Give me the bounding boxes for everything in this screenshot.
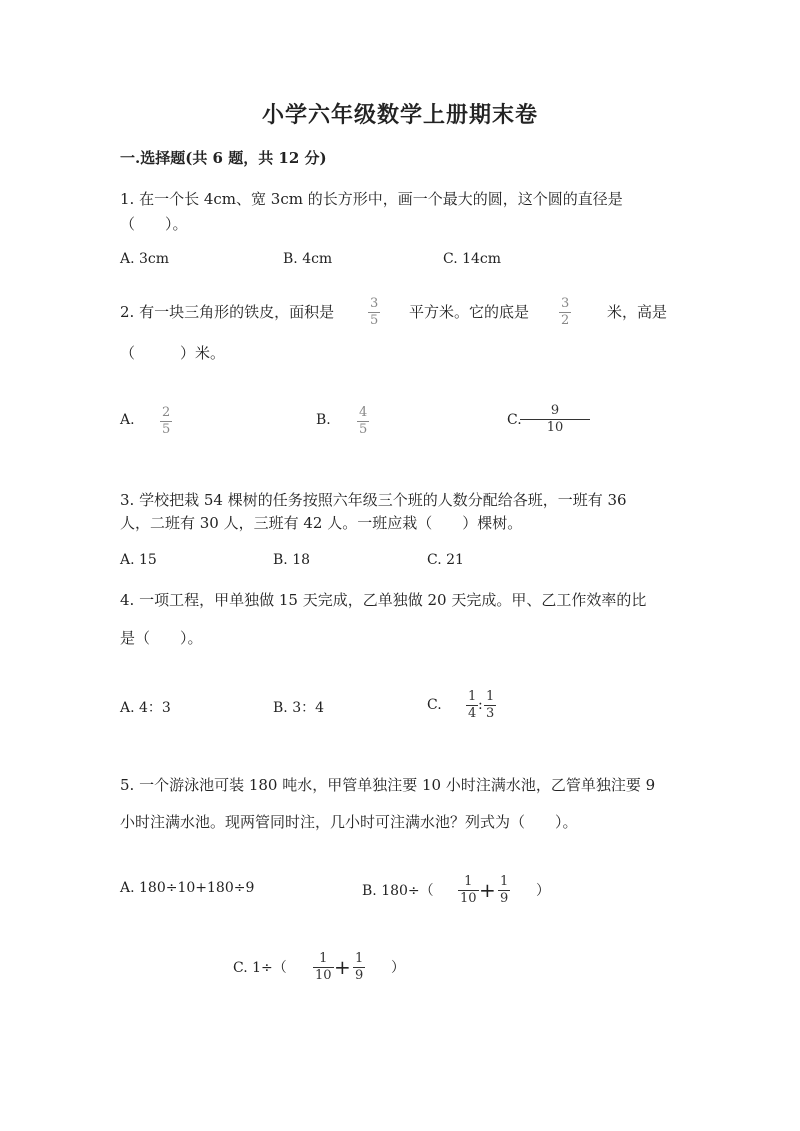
fraction-denominator: 5 [162,422,171,437]
question-2-mid: 平方米。它的底是 [409,303,530,321]
q4-option-c-separator: : [478,697,483,713]
fraction-denominator: 3 [486,706,495,721]
q5-option-b-close: ） [536,883,550,899]
q2-option-a-fraction[interactable] [160,405,172,438]
question-3-line-2: 人，二班有 30 人，三班有 42 人。一班应栽（ ）棵树。 [120,514,523,532]
q4-option-b[interactable]: B. 3：4 [273,700,325,716]
q5-option-c-close: ） [391,960,405,976]
q5-option-b-fraction-2[interactable] [498,874,510,907]
fraction-denominator: 2 [561,313,570,328]
fraction-numerator: 1 [500,874,509,889]
q3-option-b[interactable]: B. 18 [273,552,311,568]
q2-base-fraction [559,296,571,329]
q5-option-b-plus: + [479,878,496,902]
q3-option-a[interactable]: A. 15 [120,552,157,568]
question-1-line-1: 1. 在一个长 4cm、宽 3cm 的长方形中，画一个最大的圆，这个圆的直径是 [120,190,623,208]
fraction-numerator: 1 [319,951,328,966]
fraction-denominator: 10 [546,420,564,435]
fraction-denominator: 10 [460,891,477,906]
fraction-numerator: 3 [561,296,570,311]
question-3-line-1: 3. 学校把栽 54 棵树的任务按照六年级三个班的人数分配给各班，一班有 36 [120,491,627,509]
q4-option-c-label[interactable]: C. [427,697,442,713]
question-1-line-2: （ ）。 [120,215,188,233]
page-title: 小学六年级数学上册期末卷 [261,102,538,128]
q5-option-c-plus: + [334,955,351,979]
fraction-numerator: 2 [162,405,171,420]
question-2-post: 米，高是 [607,303,668,321]
fraction-denominator: 9 [500,891,509,906]
q4-option-c-fraction-1[interactable] [466,689,478,722]
q5-option-a[interactable]: A. 180÷10+180÷9 [120,880,255,896]
question-4-line-2: 是（ ）。 [120,629,203,647]
fraction-denominator: 5 [370,313,379,328]
q2-option-a-label[interactable]: A. [120,412,135,428]
q1-option-c[interactable]: C. 14cm [443,251,502,267]
fraction-numerator: 1 [464,874,473,889]
q5-option-c-fraction-1[interactable] [313,951,334,984]
q1-option-b[interactable]: B. 4cm [283,251,333,267]
fraction-numerator: 9 [550,403,560,418]
q5-option-b-label[interactable]: B. 180÷（ [362,883,434,899]
q2-option-b-label[interactable]: B. [316,412,331,428]
q2-option-c-label[interactable]: C. [507,412,522,428]
question-4-line-1: 4. 一项工程，甲单独做 15 天完成，乙单独做 20 天完成。甲、乙工作效率的比 [120,591,647,609]
q5-option-b-fraction-1[interactable] [458,874,479,907]
section-heading: 一.选择题(共 6 题，共 12 分) [120,149,327,167]
q2-option-c-fraction[interactable] [520,403,590,436]
fraction-numerator: 3 [370,296,379,311]
question-2-pre: 2. 有一块三角形的铁皮，面积是 [120,303,335,321]
q5-option-c-label[interactable]: C. 1÷（ [233,960,287,976]
fraction-numerator: 4 [359,405,368,420]
q5-option-c-fraction-2[interactable] [353,951,365,984]
fraction-numerator: 1 [486,689,495,704]
q4-option-c-fraction-2[interactable] [484,689,496,722]
q4-option-a[interactable]: A. 4：3 [120,700,171,716]
q2-area-fraction [368,296,380,329]
question-5-line-2: 小时注满水池。现两管同时注，几小时可注满水池？列式为（ ）。 [120,813,578,831]
q3-option-c[interactable]: C. 21 [427,552,464,568]
fraction-numerator: 1 [468,689,477,704]
q1-option-a[interactable]: A. 3cm [120,251,170,267]
question-5-line-1: 5. 一个游泳池可装 180 吨水，甲管单独注要 10 小时注满水池，乙管单独注要 9 [120,776,656,794]
fraction-numerator: 1 [355,951,364,966]
fraction-denominator: 9 [355,968,364,983]
question-2-line-2: （ ）米。 [120,344,226,362]
q2-option-b-fraction[interactable] [357,405,369,438]
fraction-denominator: 5 [359,422,368,437]
fraction-denominator: 10 [315,968,332,983]
fraction-denominator: 4 [468,706,477,721]
